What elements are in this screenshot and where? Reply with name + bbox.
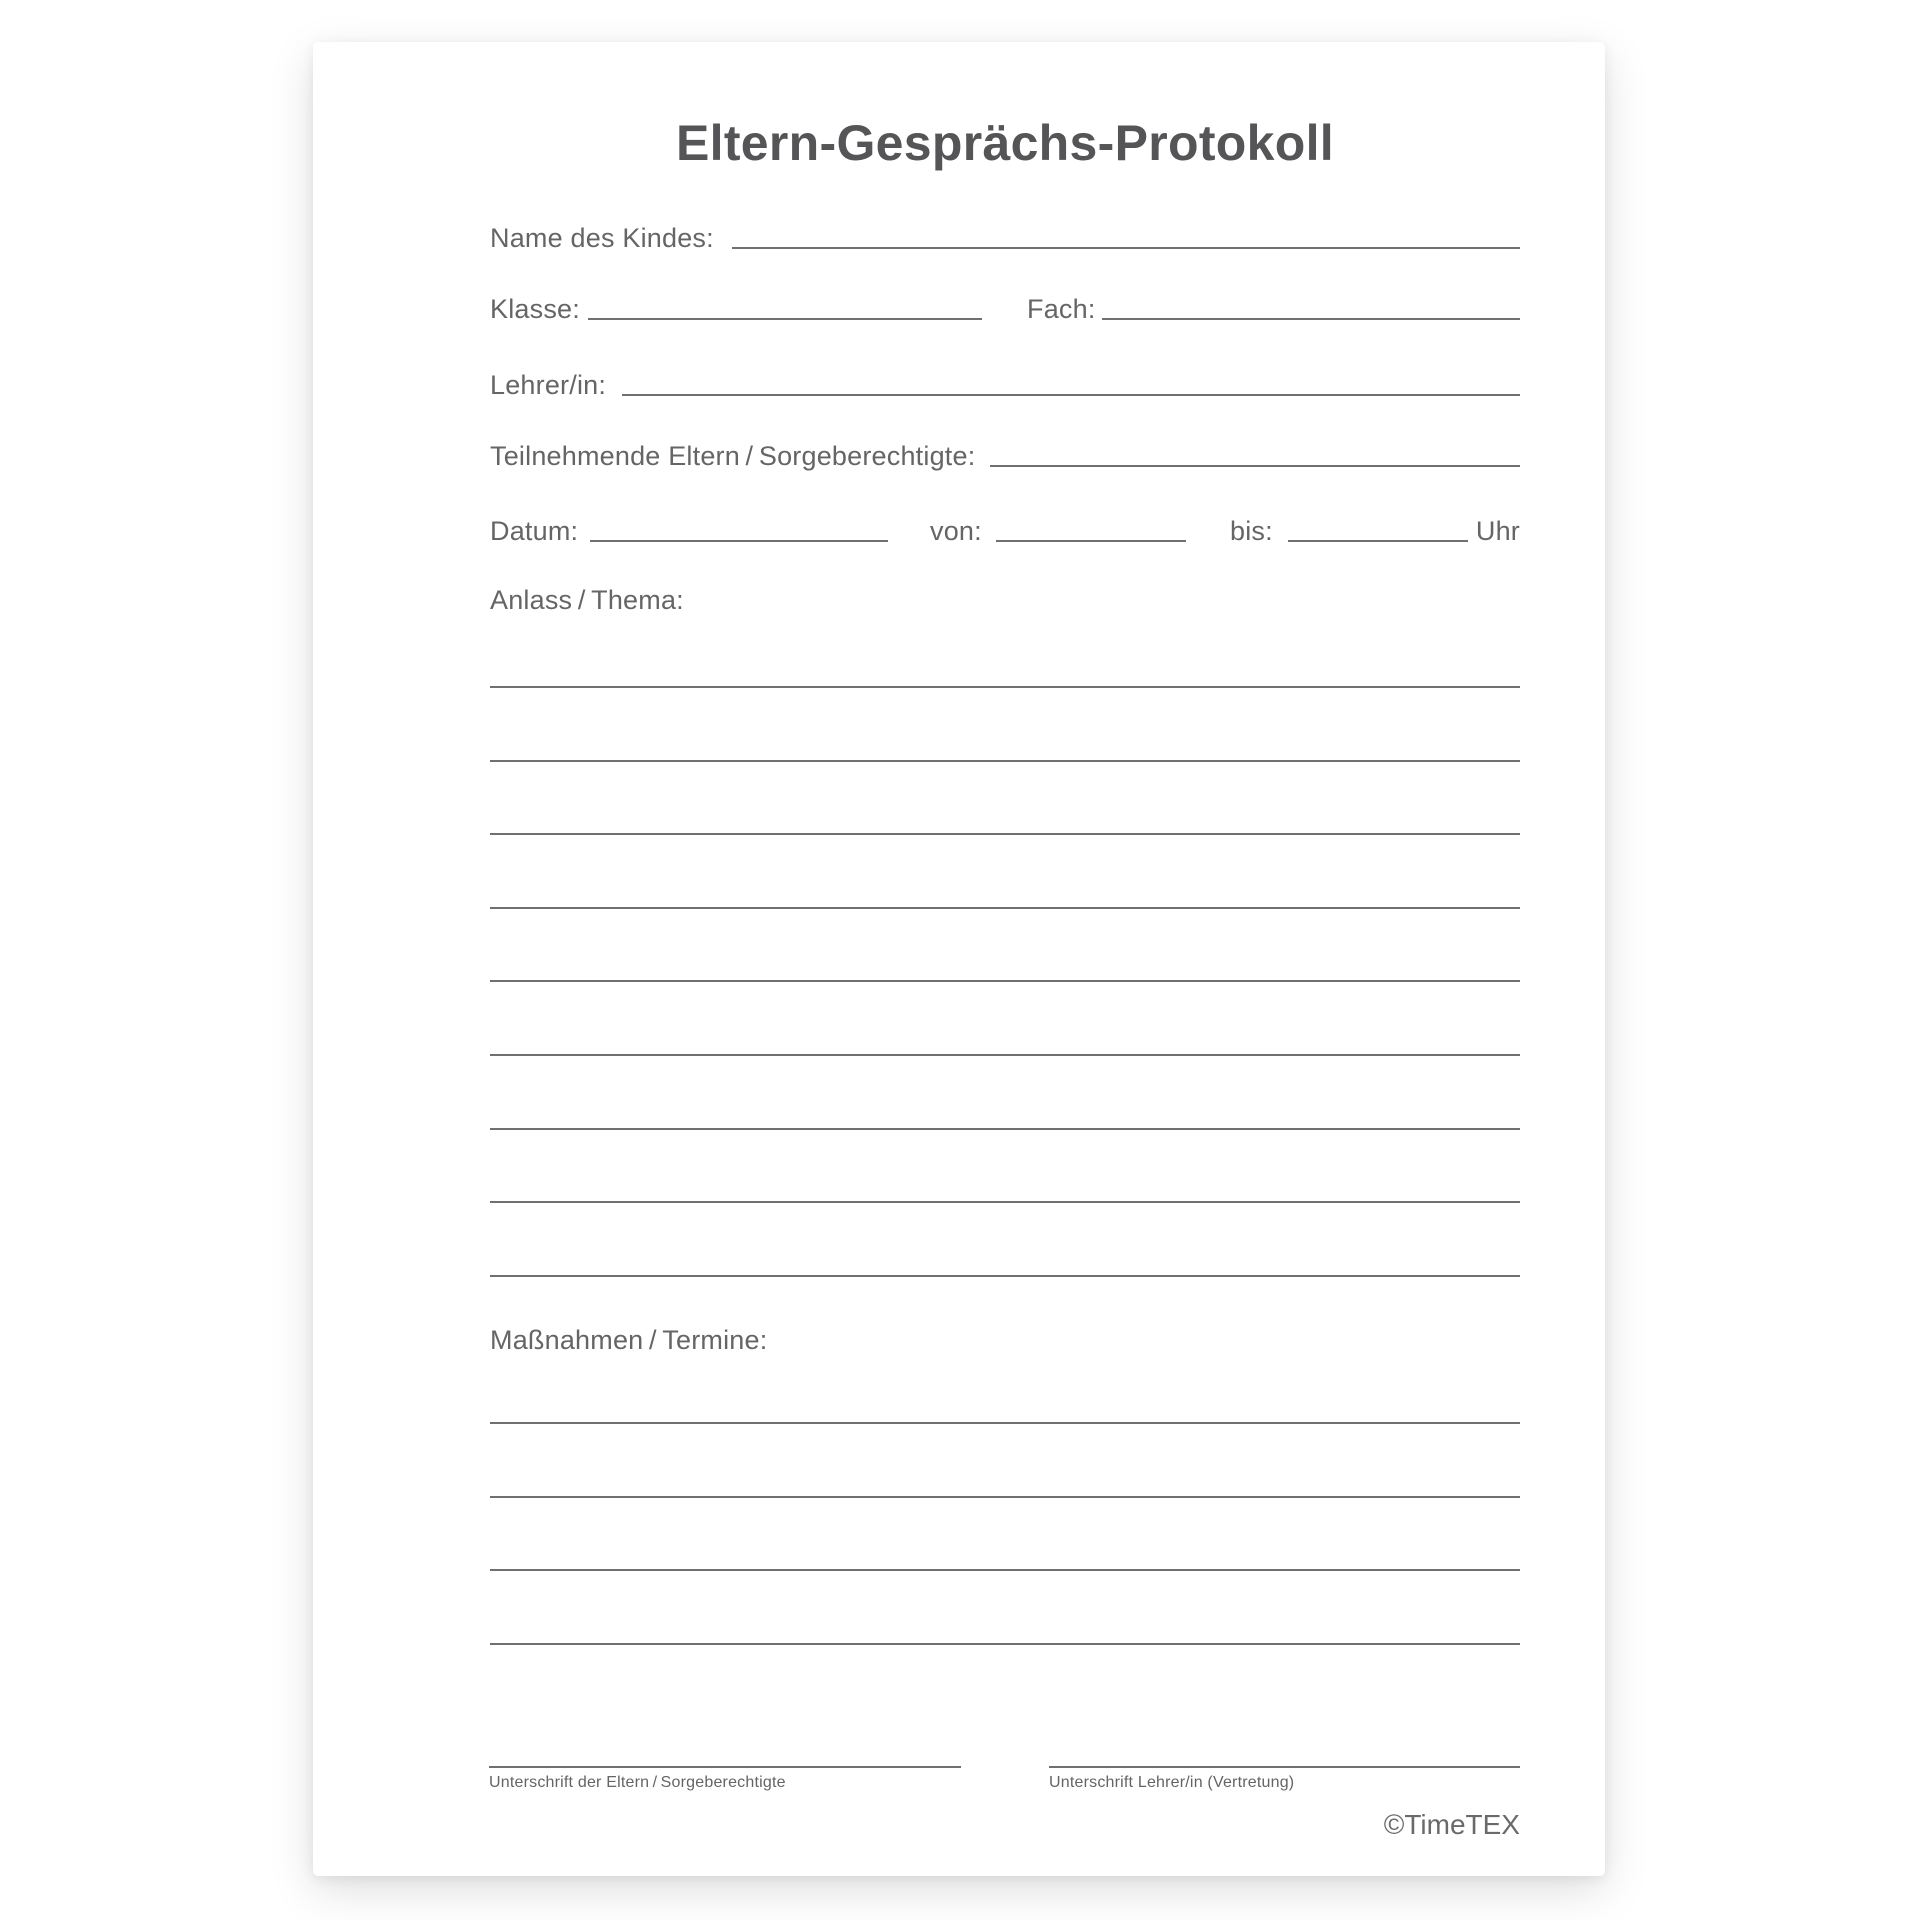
lehrer-label: Lehrer/in: bbox=[490, 370, 607, 400]
anlass-thema-label: Anlass / Thema: bbox=[490, 585, 684, 615]
von-label: von: bbox=[930, 516, 982, 546]
signature-line-eltern bbox=[489, 1766, 961, 1768]
writing-line bbox=[490, 1496, 1520, 1498]
signature-lehrer-label: Unterschrift Lehrer/in (Vertretung) bbox=[1049, 1774, 1295, 1791]
name-des-kindes-blank-line bbox=[732, 247, 1520, 249]
writing-line bbox=[490, 833, 1520, 835]
von-blank-line bbox=[996, 540, 1186, 542]
form-page bbox=[313, 42, 1605, 1876]
massnahmen-termine-label: Maßnahmen / Termine: bbox=[490, 1325, 768, 1355]
writing-line bbox=[490, 907, 1520, 909]
datum-label: Datum: bbox=[490, 516, 579, 546]
writing-line bbox=[490, 760, 1520, 762]
uhr-label: Uhr bbox=[1475, 516, 1520, 546]
signature-line-lehrer bbox=[1049, 1766, 1520, 1768]
writing-line bbox=[490, 1201, 1520, 1203]
fach-blank-line bbox=[1102, 318, 1520, 320]
writing-line bbox=[490, 1569, 1520, 1571]
teilnehmende-blank-line bbox=[990, 465, 1520, 467]
page-title: Eltern-Gesprächs-Protokoll bbox=[676, 115, 1334, 171]
klasse-blank-line bbox=[588, 318, 982, 320]
writing-line bbox=[490, 686, 1520, 688]
teilnehmende-label: Teilnehmende Eltern / Sorgeberechtigte: bbox=[490, 441, 976, 471]
signature-eltern-label: Unterschrift der Eltern / Sorgeberechtigte bbox=[489, 1774, 786, 1791]
writing-line bbox=[490, 1275, 1520, 1277]
writing-line bbox=[490, 1643, 1520, 1645]
datum-blank-line bbox=[590, 540, 888, 542]
writing-line bbox=[490, 1054, 1520, 1056]
fach-label: Fach: bbox=[1027, 294, 1096, 324]
writing-line bbox=[490, 1128, 1520, 1130]
bis-label: bis: bbox=[1230, 516, 1273, 546]
writing-line bbox=[490, 1422, 1520, 1424]
klasse-label: Klasse: bbox=[490, 294, 580, 324]
copyright-timetex: ©TimeTEX bbox=[1383, 1809, 1520, 1840]
name-des-kindes-label: Name des Kindes: bbox=[490, 223, 714, 253]
writing-line bbox=[490, 980, 1520, 982]
bis-blank-line bbox=[1288, 540, 1468, 542]
lehrer-blank-line bbox=[622, 394, 1520, 396]
